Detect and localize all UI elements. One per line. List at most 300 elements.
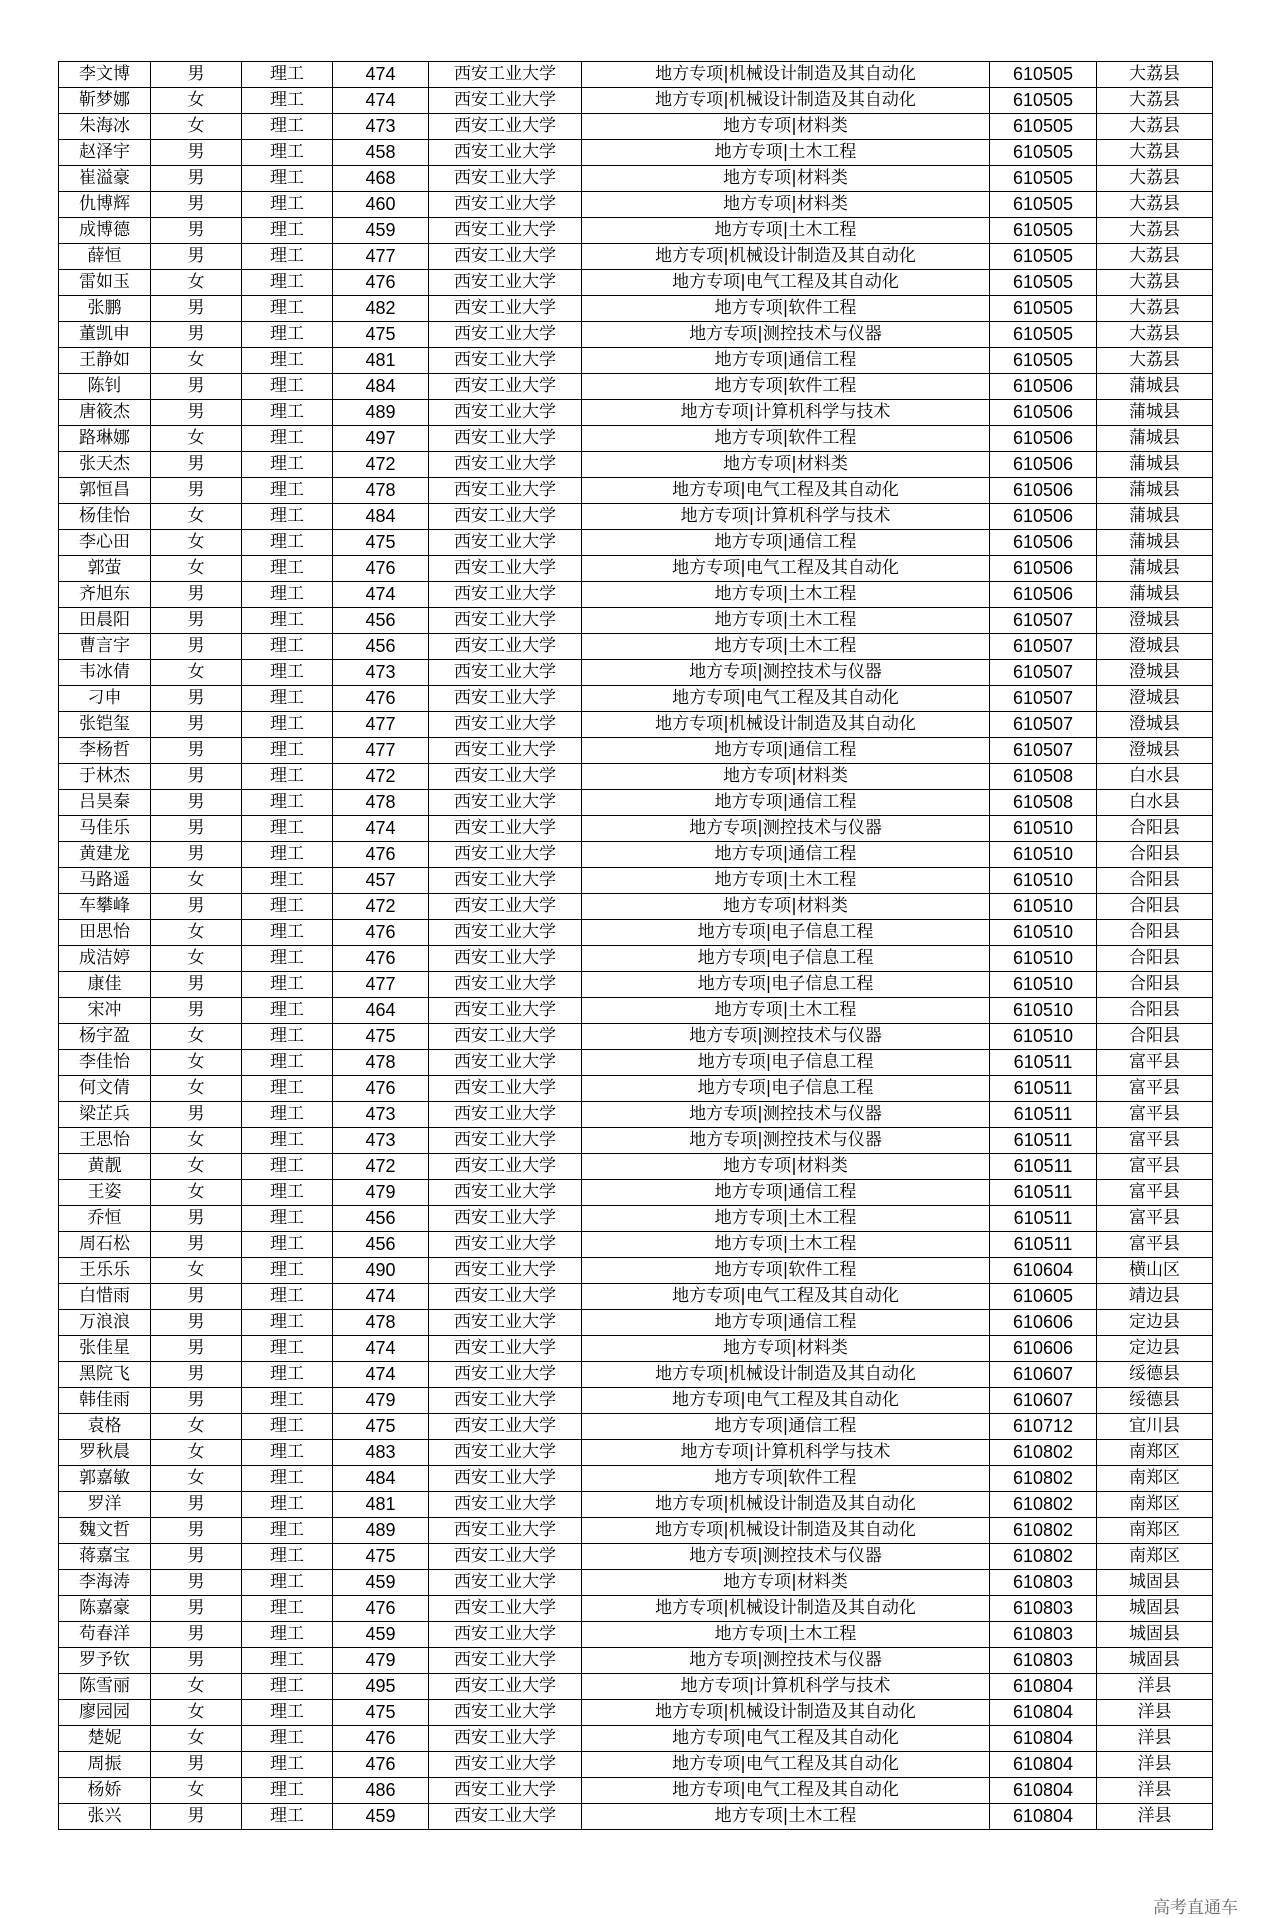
score-cell: 476	[333, 842, 429, 868]
score-cell: 473	[333, 1102, 429, 1128]
table-row	[59, 114, 1213, 140]
score-cell: 475	[333, 1544, 429, 1570]
major-cell: 地方专项|材料类	[582, 764, 990, 790]
score-cell: 484	[333, 504, 429, 530]
table-row	[59, 1336, 1213, 1362]
county-cell: 大荔县	[1097, 166, 1213, 192]
score-cell: 474	[333, 1362, 429, 1388]
university-cell: 西安工业大学	[429, 582, 582, 608]
subject-type-cell: 理工	[242, 504, 333, 530]
region-code-cell: 610804	[990, 1674, 1097, 1700]
region-code-cell: 610505	[990, 244, 1097, 270]
table-row	[59, 1024, 1213, 1050]
gender-cell: 男	[151, 972, 242, 998]
table-row	[59, 504, 1213, 530]
table-row	[59, 530, 1213, 556]
student-name-cell: 张兴	[59, 1804, 151, 1830]
university-cell: 西安工业大学	[429, 1778, 582, 1804]
student-name-cell: 刁申	[59, 686, 151, 712]
county-cell: 城固县	[1097, 1622, 1213, 1648]
university-cell: 西安工业大学	[429, 1310, 582, 1336]
university-cell: 西安工业大学	[429, 166, 582, 192]
student-name-cell: 李海涛	[59, 1570, 151, 1596]
subject-type-cell: 理工	[242, 1700, 333, 1726]
county-cell: 蒲城县	[1097, 374, 1213, 400]
major-cell: 地方专项|机械设计制造及其自动化	[582, 1596, 990, 1622]
university-cell: 西安工业大学	[429, 1128, 582, 1154]
subject-type-cell: 理工	[242, 244, 333, 270]
county-cell: 蒲城县	[1097, 452, 1213, 478]
university-cell: 西安工业大学	[429, 842, 582, 868]
county-cell: 澄城县	[1097, 634, 1213, 660]
subject-type-cell: 理工	[242, 1648, 333, 1674]
student-name-cell: 雷如玉	[59, 270, 151, 296]
county-cell: 南郑区	[1097, 1440, 1213, 1466]
major-cell: 地方专项|电子信息工程	[582, 946, 990, 972]
table-row	[59, 1700, 1213, 1726]
student-name-cell: 李佳怡	[59, 1050, 151, 1076]
student-name-cell: 何文倩	[59, 1076, 151, 1102]
subject-type-cell: 理工	[242, 556, 333, 582]
gender-cell: 男	[151, 1284, 242, 1310]
subject-type-cell: 理工	[242, 1310, 333, 1336]
subject-type-cell: 理工	[242, 114, 333, 140]
county-cell: 白水县	[1097, 790, 1213, 816]
score-cell: 459	[333, 1622, 429, 1648]
county-cell: 城固县	[1097, 1648, 1213, 1674]
table-row	[59, 1180, 1213, 1206]
student-name-cell: 袁格	[59, 1414, 151, 1440]
score-cell: 475	[333, 1414, 429, 1440]
table-row	[59, 1804, 1213, 1830]
subject-type-cell: 理工	[242, 192, 333, 218]
county-cell: 澄城县	[1097, 660, 1213, 686]
student-name-cell: 蒋嘉宝	[59, 1544, 151, 1570]
county-cell: 洋县	[1097, 1726, 1213, 1752]
university-cell: 西安工业大学	[429, 1726, 582, 1752]
region-code-cell: 610506	[990, 530, 1097, 556]
student-name-cell: 成博德	[59, 218, 151, 244]
score-cell: 474	[333, 582, 429, 608]
student-name-cell: 周石松	[59, 1232, 151, 1258]
region-code-cell: 610508	[990, 790, 1097, 816]
admission-table	[58, 61, 1213, 1830]
subject-type-cell: 理工	[242, 88, 333, 114]
subject-type-cell: 理工	[242, 712, 333, 738]
gender-cell: 男	[151, 1206, 242, 1232]
university-cell: 西安工业大学	[429, 894, 582, 920]
subject-type-cell: 理工	[242, 1284, 333, 1310]
major-cell: 地方专项|机械设计制造及其自动化	[582, 62, 990, 88]
university-cell: 西安工业大学	[429, 1492, 582, 1518]
university-cell: 西安工业大学	[429, 348, 582, 374]
gender-cell: 女	[151, 1128, 242, 1154]
gender-cell: 女	[151, 1076, 242, 1102]
student-name-cell: 白惜雨	[59, 1284, 151, 1310]
university-cell: 西安工业大学	[429, 1518, 582, 1544]
score-cell: 472	[333, 894, 429, 920]
score-cell: 478	[333, 1310, 429, 1336]
subject-type-cell: 理工	[242, 1024, 333, 1050]
major-cell: 地方专项|材料类	[582, 192, 990, 218]
table-row	[59, 140, 1213, 166]
gender-cell: 男	[151, 712, 242, 738]
gender-cell: 女	[151, 348, 242, 374]
score-cell: 459	[333, 1804, 429, 1830]
score-cell: 479	[333, 1648, 429, 1674]
university-cell: 西安工业大学	[429, 634, 582, 660]
county-cell: 大荔县	[1097, 322, 1213, 348]
table-row	[59, 1154, 1213, 1180]
university-cell: 西安工业大学	[429, 452, 582, 478]
score-cell: 477	[333, 738, 429, 764]
county-cell: 大荔县	[1097, 62, 1213, 88]
table-row	[59, 374, 1213, 400]
score-cell: 456	[333, 634, 429, 660]
score-cell: 478	[333, 790, 429, 816]
student-name-cell: 齐旭东	[59, 582, 151, 608]
major-cell: 地方专项|机械设计制造及其自动化	[582, 1362, 990, 1388]
major-cell: 地方专项|土木工程	[582, 1232, 990, 1258]
major-cell: 地方专项|机械设计制造及其自动化	[582, 1492, 990, 1518]
county-cell: 蒲城县	[1097, 530, 1213, 556]
region-code-cell: 610505	[990, 62, 1097, 88]
gender-cell: 男	[151, 738, 242, 764]
student-name-cell: 李杨哲	[59, 738, 151, 764]
region-code-cell: 610505	[990, 192, 1097, 218]
major-cell: 地方专项|测控技术与仪器	[582, 322, 990, 348]
table-row	[59, 1596, 1213, 1622]
university-cell: 西安工业大学	[429, 1440, 582, 1466]
gender-cell: 男	[151, 1518, 242, 1544]
student-name-cell: 黄建龙	[59, 842, 151, 868]
score-cell: 474	[333, 88, 429, 114]
major-cell: 地方专项|土木工程	[582, 1206, 990, 1232]
region-code-cell: 610506	[990, 478, 1097, 504]
region-code-cell: 610712	[990, 1414, 1097, 1440]
student-name-cell: 张佳星	[59, 1336, 151, 1362]
region-code-cell: 610506	[990, 582, 1097, 608]
score-cell: 476	[333, 1752, 429, 1778]
subject-type-cell: 理工	[242, 374, 333, 400]
subject-type-cell: 理工	[242, 608, 333, 634]
table-row	[59, 972, 1213, 998]
county-cell: 富平县	[1097, 1076, 1213, 1102]
university-cell: 西安工业大学	[429, 1466, 582, 1492]
gender-cell: 女	[151, 114, 242, 140]
gender-cell: 男	[151, 1648, 242, 1674]
score-cell: 490	[333, 1258, 429, 1284]
subject-type-cell: 理工	[242, 1596, 333, 1622]
major-cell: 地方专项|测控技术与仪器	[582, 1544, 990, 1570]
region-code-cell: 610803	[990, 1648, 1097, 1674]
university-cell: 西安工业大学	[429, 322, 582, 348]
county-cell: 合阳县	[1097, 816, 1213, 842]
subject-type-cell: 理工	[242, 764, 333, 790]
student-name-cell: 车攀峰	[59, 894, 151, 920]
gender-cell: 男	[151, 166, 242, 192]
county-cell: 富平县	[1097, 1206, 1213, 1232]
score-cell: 477	[333, 244, 429, 270]
score-cell: 476	[333, 920, 429, 946]
region-code-cell: 610506	[990, 400, 1097, 426]
university-cell: 西安工业大学	[429, 1622, 582, 1648]
major-cell: 地方专项|测控技术与仪器	[582, 1648, 990, 1674]
county-cell: 洋县	[1097, 1674, 1213, 1700]
major-cell: 地方专项|材料类	[582, 894, 990, 920]
subject-type-cell: 理工	[242, 660, 333, 686]
student-name-cell: 周振	[59, 1752, 151, 1778]
subject-type-cell: 理工	[242, 790, 333, 816]
table-row	[59, 478, 1213, 504]
county-cell: 合阳县	[1097, 920, 1213, 946]
student-name-cell: 赵泽宇	[59, 140, 151, 166]
student-name-cell: 于林杰	[59, 764, 151, 790]
gender-cell: 男	[151, 1362, 242, 1388]
university-cell: 西安工业大学	[429, 1284, 582, 1310]
university-cell: 西安工业大学	[429, 946, 582, 972]
subject-type-cell: 理工	[242, 1180, 333, 1206]
score-cell: 459	[333, 218, 429, 244]
county-cell: 大荔县	[1097, 270, 1213, 296]
major-cell: 地方专项|电气工程及其自动化	[582, 1284, 990, 1310]
university-cell: 西安工业大学	[429, 1362, 582, 1388]
table-row	[59, 556, 1213, 582]
table-row	[59, 686, 1213, 712]
university-cell: 西安工业大学	[429, 686, 582, 712]
gender-cell: 男	[151, 842, 242, 868]
subject-type-cell: 理工	[242, 322, 333, 348]
gender-cell: 女	[151, 920, 242, 946]
gender-cell: 女	[151, 426, 242, 452]
university-cell: 西安工业大学	[429, 556, 582, 582]
table-row	[59, 1206, 1213, 1232]
gender-cell: 女	[151, 556, 242, 582]
table-row	[59, 1414, 1213, 1440]
table-row	[59, 1128, 1213, 1154]
region-code-cell: 610505	[990, 270, 1097, 296]
score-cell: 477	[333, 972, 429, 998]
table-row	[59, 1310, 1213, 1336]
major-cell: 地方专项|土木工程	[582, 1622, 990, 1648]
table-row	[59, 296, 1213, 322]
student-name-cell: 唐筱杰	[59, 400, 151, 426]
student-name-cell: 成洁婷	[59, 946, 151, 972]
region-code-cell: 610511	[990, 1180, 1097, 1206]
major-cell: 地方专项|土木工程	[582, 582, 990, 608]
university-cell: 西安工业大学	[429, 972, 582, 998]
region-code-cell: 610506	[990, 374, 1097, 400]
major-cell: 地方专项|软件工程	[582, 374, 990, 400]
student-name-cell: 李心田	[59, 530, 151, 556]
university-cell: 西安工业大学	[429, 738, 582, 764]
gender-cell: 男	[151, 634, 242, 660]
student-name-cell: 黄靓	[59, 1154, 151, 1180]
county-cell: 合阳县	[1097, 972, 1213, 998]
table-row	[59, 920, 1213, 946]
major-cell: 地方专项|电气工程及其自动化	[582, 1388, 990, 1414]
gender-cell: 女	[151, 1258, 242, 1284]
university-cell: 西安工业大学	[429, 1180, 582, 1206]
major-cell: 地方专项|土木工程	[582, 608, 990, 634]
region-code-cell: 610802	[990, 1440, 1097, 1466]
county-cell: 蒲城县	[1097, 556, 1213, 582]
county-cell: 富平县	[1097, 1102, 1213, 1128]
student-name-cell: 董凯申	[59, 322, 151, 348]
gender-cell: 男	[151, 1232, 242, 1258]
region-code-cell: 610803	[990, 1596, 1097, 1622]
score-cell: 459	[333, 1570, 429, 1596]
gender-cell: 女	[151, 88, 242, 114]
subject-type-cell: 理工	[242, 1128, 333, 1154]
subject-type-cell: 理工	[242, 400, 333, 426]
student-name-cell: 薛恒	[59, 244, 151, 270]
gender-cell: 男	[151, 582, 242, 608]
major-cell: 地方专项|电子信息工程	[582, 1076, 990, 1102]
subject-type-cell: 理工	[242, 452, 333, 478]
major-cell: 地方专项|电子信息工程	[582, 972, 990, 998]
major-cell: 地方专项|机械设计制造及其自动化	[582, 712, 990, 738]
gender-cell: 男	[151, 1388, 242, 1414]
student-name-cell: 梁芷兵	[59, 1102, 151, 1128]
score-cell: 474	[333, 1284, 429, 1310]
score-cell: 484	[333, 374, 429, 400]
university-cell: 西安工业大学	[429, 1050, 582, 1076]
university-cell: 西安工业大学	[429, 374, 582, 400]
subject-type-cell: 理工	[242, 738, 333, 764]
university-cell: 西安工业大学	[429, 660, 582, 686]
gender-cell: 男	[151, 1570, 242, 1596]
region-code-cell: 610607	[990, 1388, 1097, 1414]
gender-cell: 男	[151, 790, 242, 816]
major-cell: 地方专项|材料类	[582, 1336, 990, 1362]
subject-type-cell: 理工	[242, 478, 333, 504]
county-cell: 蒲城县	[1097, 478, 1213, 504]
score-cell: 476	[333, 1596, 429, 1622]
student-name-cell: 康佳	[59, 972, 151, 998]
subject-type-cell: 理工	[242, 1076, 333, 1102]
region-code-cell: 610506	[990, 426, 1097, 452]
gender-cell: 男	[151, 452, 242, 478]
region-code-cell: 610804	[990, 1778, 1097, 1804]
gender-cell: 男	[151, 1310, 242, 1336]
table-row	[59, 1076, 1213, 1102]
region-code-cell: 610802	[990, 1518, 1097, 1544]
county-cell: 大荔县	[1097, 140, 1213, 166]
region-code-cell: 610510	[990, 894, 1097, 920]
score-cell: 456	[333, 608, 429, 634]
score-cell: 476	[333, 1726, 429, 1752]
student-name-cell: 靳梦娜	[59, 88, 151, 114]
county-cell: 富平县	[1097, 1128, 1213, 1154]
gender-cell: 男	[151, 140, 242, 166]
subject-type-cell: 理工	[242, 296, 333, 322]
student-name-cell: 马佳乐	[59, 816, 151, 842]
university-cell: 西安工业大学	[429, 712, 582, 738]
university-cell: 西安工业大学	[429, 1154, 582, 1180]
gender-cell: 女	[151, 1050, 242, 1076]
major-cell: 地方专项|土木工程	[582, 1804, 990, 1830]
table-row	[59, 1284, 1213, 1310]
major-cell: 地方专项|电子信息工程	[582, 1050, 990, 1076]
student-name-cell: 宋冲	[59, 998, 151, 1024]
region-code-cell: 610802	[990, 1544, 1097, 1570]
major-cell: 地方专项|材料类	[582, 114, 990, 140]
university-cell: 西安工业大学	[429, 1102, 582, 1128]
gender-cell: 女	[151, 530, 242, 556]
score-cell: 484	[333, 1466, 429, 1492]
score-cell: 481	[333, 1492, 429, 1518]
subject-type-cell: 理工	[242, 1154, 333, 1180]
major-cell: 地方专项|土木工程	[582, 634, 990, 660]
gender-cell: 女	[151, 1154, 242, 1180]
region-code-cell: 610511	[990, 1154, 1097, 1180]
score-cell: 458	[333, 140, 429, 166]
county-cell: 大荔县	[1097, 88, 1213, 114]
table-row	[59, 1466, 1213, 1492]
subject-type-cell: 理工	[242, 686, 333, 712]
major-cell: 地方专项|电气工程及其自动化	[582, 1752, 990, 1778]
region-code-cell: 610507	[990, 712, 1097, 738]
score-cell: 489	[333, 1518, 429, 1544]
university-cell: 西安工业大学	[429, 504, 582, 530]
subject-type-cell: 理工	[242, 426, 333, 452]
region-code-cell: 610505	[990, 218, 1097, 244]
county-cell: 大荔县	[1097, 296, 1213, 322]
gender-cell: 男	[151, 296, 242, 322]
table-row	[59, 842, 1213, 868]
gender-cell: 男	[151, 764, 242, 790]
county-cell: 澄城县	[1097, 738, 1213, 764]
region-code-cell: 610804	[990, 1700, 1097, 1726]
table-row	[59, 1232, 1213, 1258]
gender-cell: 男	[151, 608, 242, 634]
region-code-cell: 610508	[990, 764, 1097, 790]
table-row	[59, 348, 1213, 374]
gender-cell: 男	[151, 816, 242, 842]
county-cell: 南郑区	[1097, 1518, 1213, 1544]
gender-cell: 女	[151, 1180, 242, 1206]
table-row	[59, 1778, 1213, 1804]
county-cell: 合阳县	[1097, 946, 1213, 972]
subject-type-cell: 理工	[242, 1518, 333, 1544]
major-cell: 地方专项|电气工程及其自动化	[582, 270, 990, 296]
score-cell: 473	[333, 1128, 429, 1154]
table-row	[59, 244, 1213, 270]
table-row	[59, 1258, 1213, 1284]
subject-type-cell: 理工	[242, 530, 333, 556]
major-cell: 地方专项|通信工程	[582, 530, 990, 556]
university-cell: 西安工业大学	[429, 140, 582, 166]
county-cell: 南郑区	[1097, 1466, 1213, 1492]
subject-type-cell: 理工	[242, 1440, 333, 1466]
subject-type-cell: 理工	[242, 634, 333, 660]
student-name-cell: 朱海冰	[59, 114, 151, 140]
subject-type-cell: 理工	[242, 920, 333, 946]
score-cell: 474	[333, 816, 429, 842]
subject-type-cell: 理工	[242, 842, 333, 868]
major-cell: 地方专项|测控技术与仪器	[582, 1128, 990, 1154]
major-cell: 地方专项|计算机科学与技术	[582, 504, 990, 530]
gender-cell: 女	[151, 1440, 242, 1466]
student-name-cell: 王静如	[59, 348, 151, 374]
region-code-cell: 610511	[990, 1206, 1097, 1232]
county-cell: 合阳县	[1097, 1024, 1213, 1050]
region-code-cell: 610510	[990, 920, 1097, 946]
major-cell: 地方专项|计算机科学与技术	[582, 1674, 990, 1700]
region-code-cell: 610505	[990, 348, 1097, 374]
university-cell: 西安工业大学	[429, 790, 582, 816]
